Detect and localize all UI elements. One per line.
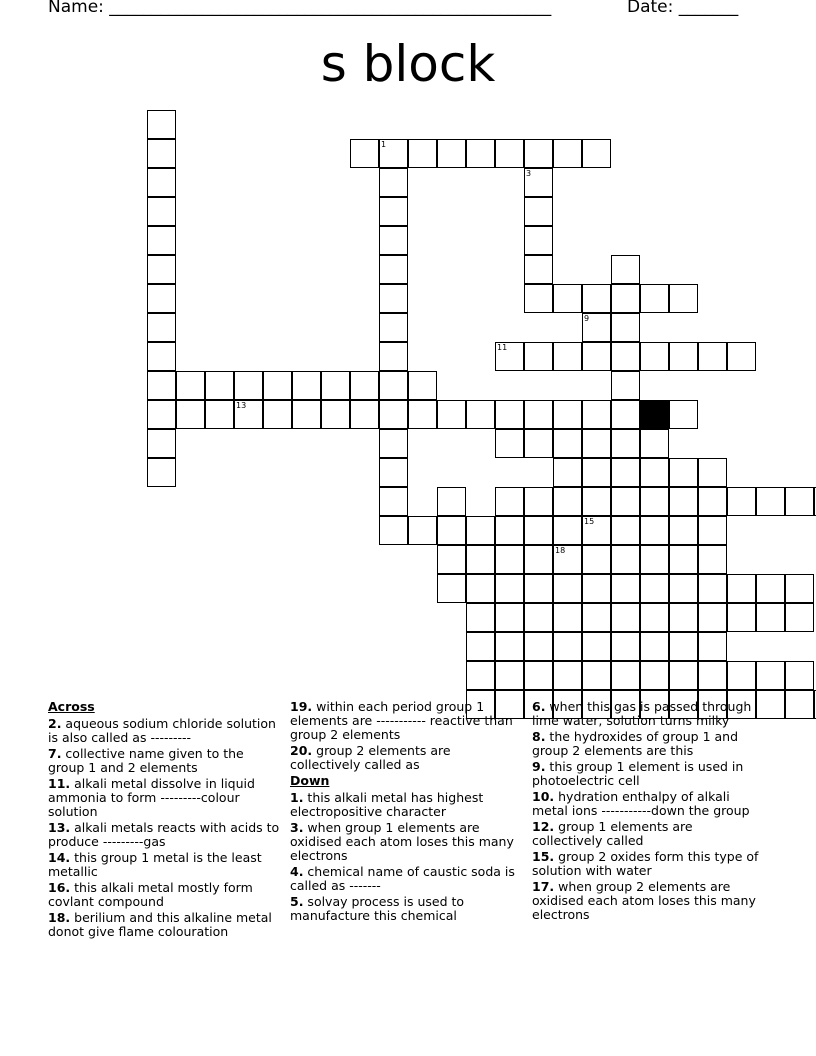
grid-cell[interactable] <box>640 458 669 487</box>
clue-item-text: group 2 elements are collectively called as <box>290 743 451 772</box>
grid-cell[interactable] <box>582 487 611 516</box>
clue-item <box>290 791 522 819</box>
grid-cell[interactable] <box>379 313 408 342</box>
grid-cell[interactable] <box>785 574 814 603</box>
grid-cell[interactable] <box>379 284 408 313</box>
grid-cell[interactable] <box>785 487 814 516</box>
grid-cell[interactable] <box>553 574 582 603</box>
grid-cell[interactable] <box>756 574 785 603</box>
clue-item-text: this group 1 element is used in photoelectric cell <box>532 759 744 788</box>
clue-item <box>290 821 522 863</box>
grid-cell[interactable] <box>321 371 350 400</box>
grid-cell[interactable] <box>698 603 727 632</box>
grid-cell[interactable] <box>234 400 263 429</box>
grid-cell[interactable] <box>611 342 640 371</box>
grid-cell[interactable] <box>582 342 611 371</box>
grid-cell[interactable] <box>611 284 640 313</box>
clue-number: 9 <box>584 314 590 323</box>
clue-item <box>48 777 280 819</box>
grid-cell[interactable] <box>553 545 582 574</box>
grid-cell[interactable] <box>553 487 582 516</box>
grid-cell[interactable] <box>611 458 640 487</box>
grid-cell[interactable] <box>669 632 698 661</box>
grid-cell[interactable] <box>611 429 640 458</box>
grid-cell[interactable] <box>553 284 582 313</box>
grid-cell[interactable] <box>495 632 524 661</box>
grid-cell[interactable] <box>727 574 756 603</box>
grid-cell[interactable] <box>292 371 321 400</box>
clue-item-number: 10. <box>532 789 555 804</box>
grid-cell[interactable] <box>379 458 408 487</box>
grid-cell[interactable] <box>727 487 756 516</box>
grid-cell[interactable] <box>321 400 350 429</box>
grid-cell[interactable] <box>379 168 408 197</box>
grid-cell[interactable] <box>756 603 785 632</box>
clue-item-text: group 2 oxides form this type of solution with water <box>532 849 759 878</box>
clue-item-text: collective name given to the group 1 and 2 elements <box>48 746 244 775</box>
grid-cell[interactable] <box>727 661 756 690</box>
grid-cell[interactable] <box>524 284 553 313</box>
clue-item <box>290 700 522 742</box>
grid-cell[interactable] <box>582 545 611 574</box>
clue-item <box>48 821 280 849</box>
grid-cell[interactable] <box>582 632 611 661</box>
clue-item-number: 19. <box>290 699 313 714</box>
grid-cell[interactable] <box>669 661 698 690</box>
grid-cell[interactable] <box>437 516 466 545</box>
clue-item-number: 2. <box>48 716 62 731</box>
clue-item <box>532 760 764 788</box>
clue-item-text: group 1 elements are collectively called <box>532 819 693 848</box>
grid-cell[interactable] <box>582 516 611 545</box>
clue-item-number: 18. <box>48 910 71 925</box>
grid-cell[interactable] <box>785 661 814 690</box>
grid-cell[interactable] <box>582 139 611 168</box>
grid-cell[interactable] <box>524 226 553 255</box>
clue-item-text: within each period group 1 elements are ----------- reactive than group 2 elements <box>290 699 513 742</box>
grid-cell[interactable] <box>147 429 176 458</box>
clue-item-text: this alkali metal mostly form covlant compound <box>48 880 253 909</box>
clue-item-number: 14. <box>48 850 71 865</box>
clue-number: 11 <box>497 343 508 352</box>
grid-cell[interactable] <box>466 574 495 603</box>
grid-cell[interactable] <box>408 400 437 429</box>
clue-item-text: this group 1 metal is the least metallic <box>48 850 262 879</box>
clue-item <box>532 730 764 758</box>
grid-cell[interactable] <box>553 632 582 661</box>
grid-cell[interactable] <box>669 400 698 429</box>
grid-cell[interactable] <box>466 516 495 545</box>
clue-item-number: 11. <box>48 776 71 791</box>
grid-cell[interactable] <box>524 342 553 371</box>
clue-item-number: 20. <box>290 743 313 758</box>
clue-item-text: berilium and this alkaline metal donot give flame colouration <box>48 910 272 939</box>
grid-cell[interactable] <box>669 574 698 603</box>
grid-cell[interactable] <box>466 632 495 661</box>
grid-cell[interactable] <box>669 342 698 371</box>
grid-cell[interactable] <box>611 574 640 603</box>
grid-cell[interactable] <box>582 429 611 458</box>
clue-item-text: the hydroxides of group 1 and group 2 elements are this <box>532 729 739 758</box>
clue-item-number: 5. <box>290 894 304 909</box>
grid-cell[interactable] <box>379 139 408 168</box>
grid-cell[interactable] <box>524 516 553 545</box>
clue-item-number: 6. <box>532 699 546 714</box>
grid-cell[interactable] <box>379 371 408 400</box>
grid-cell[interactable] <box>437 139 466 168</box>
grid-cell[interactable] <box>582 400 611 429</box>
clue-item-number: 8. <box>532 729 546 744</box>
grid-cell[interactable] <box>176 400 205 429</box>
grid-cell[interactable] <box>205 400 234 429</box>
grid-cell[interactable] <box>379 400 408 429</box>
grid-cell[interactable] <box>785 690 814 719</box>
grid-cell[interactable] <box>495 487 524 516</box>
grid-cell[interactable] <box>698 632 727 661</box>
clue-item-text: alkali metal dissolve in liquid ammonia to form ---------colour solution <box>48 776 255 819</box>
clue-item <box>290 895 522 923</box>
grid-cell[interactable] <box>698 342 727 371</box>
grid-cell[interactable] <box>698 545 727 574</box>
grid-cell[interactable] <box>176 371 205 400</box>
grid-cell[interactable] <box>640 284 669 313</box>
clue-number: 18 <box>555 546 566 555</box>
clue-item-text: solvay process is used to manufacture this chemical <box>290 894 465 923</box>
grid-cell[interactable] <box>524 429 553 458</box>
grid-cell[interactable] <box>263 371 292 400</box>
grid-cell[interactable] <box>669 487 698 516</box>
grid-cell[interactable] <box>350 139 379 168</box>
clue-item <box>532 820 764 848</box>
grid-cell[interactable] <box>698 458 727 487</box>
grid-cell[interactable] <box>553 516 582 545</box>
clue-number: 1 <box>381 140 387 149</box>
grid-cell[interactable] <box>640 342 669 371</box>
grid-cell[interactable] <box>350 400 379 429</box>
grid-cell[interactable] <box>669 545 698 574</box>
grid-cell[interactable] <box>611 255 640 284</box>
clue-number: 13 <box>236 401 247 410</box>
grid-cell[interactable] <box>669 603 698 632</box>
grid-cell[interactable] <box>698 516 727 545</box>
date-field-label: Date: _______ <box>627 0 739 17</box>
grid-cell[interactable] <box>524 487 553 516</box>
clue-section-heading: Down <box>290 773 330 788</box>
grid-cell[interactable] <box>611 603 640 632</box>
clue-item <box>532 880 764 922</box>
grid-cell[interactable] <box>379 429 408 458</box>
clue-item-text: when group 2 elements are oxidised each atom loses this many electrons <box>532 879 756 922</box>
grid-cell[interactable] <box>379 255 408 284</box>
grid-cell[interactable] <box>669 458 698 487</box>
grid-cell[interactable] <box>466 603 495 632</box>
grid-cell[interactable] <box>640 429 669 458</box>
grid-cell[interactable] <box>640 574 669 603</box>
grid-cell[interactable] <box>611 400 640 429</box>
grid-cell[interactable] <box>698 574 727 603</box>
clue-number: 15 <box>584 517 595 526</box>
clue-item-number: 3. <box>290 820 304 835</box>
clue-column-2 <box>290 700 522 925</box>
grid-cell[interactable] <box>147 110 176 139</box>
grid-cell[interactable] <box>147 371 176 400</box>
grid-cell[interactable] <box>727 603 756 632</box>
grid-cell[interactable] <box>495 516 524 545</box>
grid-cell[interactable] <box>408 371 437 400</box>
clue-item <box>48 851 280 879</box>
grid-cell[interactable] <box>553 458 582 487</box>
clue-item-text: this alkali metal has highest electropositive character <box>290 790 484 819</box>
grid-cell[interactable] <box>524 168 553 197</box>
clue-item-text: hydration enthalpy of alkali metal ions -----------down the group <box>532 789 750 818</box>
clue-section-heading: Across <box>48 699 95 714</box>
name-field-label: Name: ____________________________________________________ <box>48 0 552 17</box>
grid-cell[interactable] <box>640 545 669 574</box>
grid-cell[interactable] <box>408 139 437 168</box>
grid-cell[interactable] <box>727 342 756 371</box>
grid-cell[interactable] <box>466 661 495 690</box>
grid-cell[interactable] <box>437 574 466 603</box>
grid-cell[interactable] <box>495 342 524 371</box>
grid-cell[interactable] <box>379 487 408 516</box>
grid-cell[interactable] <box>495 661 524 690</box>
grid-cell[interactable] <box>756 487 785 516</box>
grid-cell[interactable] <box>611 516 640 545</box>
grid-cell[interactable] <box>379 226 408 255</box>
grid-cell[interactable] <box>582 603 611 632</box>
grid-cell[interactable] <box>524 400 553 429</box>
grid-cell[interactable] <box>524 545 553 574</box>
clue-column-1 <box>48 700 280 941</box>
grid-cell[interactable] <box>698 661 727 690</box>
clue-item <box>532 850 764 878</box>
grid-cell[interactable] <box>234 371 263 400</box>
grid-cell[interactable] <box>640 516 669 545</box>
grid-cell[interactable] <box>669 284 698 313</box>
clue-column-3 <box>532 700 764 924</box>
grid-cell[interactable] <box>524 632 553 661</box>
grid-cell[interactable] <box>147 197 176 226</box>
grid-cell[interactable] <box>553 661 582 690</box>
page-title: s block <box>320 35 496 93</box>
clue-item-number: 9. <box>532 759 546 774</box>
grid-cell[interactable] <box>408 516 437 545</box>
clue-item <box>532 790 764 818</box>
grid-cell[interactable] <box>379 342 408 371</box>
clue-item-text: when group 1 elements are oxidised each atom loses this many electrons <box>290 820 514 863</box>
grid-cell[interactable] <box>466 400 495 429</box>
grid-cell[interactable] <box>350 371 379 400</box>
grid-cell[interactable] <box>582 284 611 313</box>
grid-cell[interactable] <box>640 603 669 632</box>
grid-cell[interactable] <box>611 313 640 342</box>
grid-cell[interactable] <box>553 342 582 371</box>
grid-cell[interactable] <box>147 255 176 284</box>
grid-cell[interactable] <box>524 255 553 284</box>
clue-item-number: 16. <box>48 880 71 895</box>
clue-item-number: 17. <box>532 879 555 894</box>
grid-cell[interactable] <box>553 139 582 168</box>
grid-cell[interactable] <box>437 545 466 574</box>
grid-cell[interactable] <box>437 487 466 516</box>
grid-cell[interactable] <box>611 545 640 574</box>
grid-cell[interactable] <box>669 516 698 545</box>
grid-cell[interactable] <box>147 313 176 342</box>
grid-cell[interactable] <box>611 632 640 661</box>
clue-number: 3 <box>526 169 532 178</box>
grid-cell[interactable] <box>147 226 176 255</box>
grid-cell[interactable] <box>379 516 408 545</box>
grid-cell[interactable] <box>785 603 814 632</box>
grid-cell[interactable] <box>524 661 553 690</box>
clue-item-number: 4. <box>290 864 304 879</box>
grid-cell[interactable] <box>147 139 176 168</box>
clue-item-text: aqueous sodium chloride solution is also called as --------- <box>48 716 276 745</box>
grid-cell[interactable] <box>524 574 553 603</box>
grid-cell[interactable] <box>756 661 785 690</box>
clue-item-number: 12. <box>532 819 555 834</box>
grid-cell[interactable] <box>147 284 176 313</box>
grid-cell[interactable] <box>524 603 553 632</box>
grid-cell[interactable] <box>640 632 669 661</box>
grid-cell[interactable] <box>582 458 611 487</box>
grid-cell[interactable] <box>466 545 495 574</box>
grid-cell[interactable] <box>553 429 582 458</box>
grid-cell[interactable] <box>582 574 611 603</box>
black-cell <box>640 400 669 429</box>
clue-item-number: 1. <box>290 790 304 805</box>
clue-item <box>48 717 280 745</box>
clue-item-number: 7. <box>48 746 62 761</box>
grid-cell[interactable] <box>611 371 640 400</box>
grid-cell[interactable] <box>147 400 176 429</box>
grid-cell[interactable] <box>205 371 234 400</box>
clue-item-text: alkali metals reacts with acids to produce ---------gas <box>48 820 280 849</box>
clue-item <box>48 911 280 939</box>
grid-cell[interactable] <box>495 574 524 603</box>
clue-item <box>290 865 522 893</box>
clue-item-number: 13. <box>48 820 71 835</box>
clue-item-number: 15. <box>532 849 555 864</box>
grid-cell[interactable] <box>524 139 553 168</box>
grid-cell[interactable] <box>524 197 553 226</box>
grid-cell[interactable] <box>495 139 524 168</box>
grid-cell[interactable] <box>640 487 669 516</box>
grid-cell[interactable] <box>698 487 727 516</box>
grid-cell[interactable] <box>437 400 466 429</box>
grid-cell[interactable] <box>263 400 292 429</box>
grid-cell[interactable] <box>147 342 176 371</box>
grid-cell[interactable] <box>582 313 611 342</box>
grid-cell[interactable] <box>640 661 669 690</box>
clue-item-text: when this gas is passed through lime water, solution turns milky <box>532 699 752 728</box>
grid-cell[interactable] <box>147 458 176 487</box>
grid-cell[interactable] <box>495 400 524 429</box>
grid-cell[interactable] <box>466 139 495 168</box>
grid-cell[interactable] <box>553 603 582 632</box>
grid-cell[interactable] <box>379 197 408 226</box>
grid-cell[interactable] <box>582 661 611 690</box>
grid-cell[interactable] <box>611 661 640 690</box>
clue-item <box>290 744 522 772</box>
clue-item-text: chemical name of caustic soda is called as ------- <box>290 864 515 893</box>
clue-item <box>532 700 764 728</box>
grid-cell[interactable] <box>495 603 524 632</box>
clue-item <box>48 747 280 775</box>
grid-cell[interactable] <box>147 168 176 197</box>
grid-cell[interactable] <box>292 400 321 429</box>
grid-cell[interactable] <box>495 545 524 574</box>
grid-cell[interactable] <box>611 487 640 516</box>
grid-cell[interactable] <box>553 400 582 429</box>
clue-item <box>48 881 280 909</box>
grid-cell[interactable] <box>495 429 524 458</box>
